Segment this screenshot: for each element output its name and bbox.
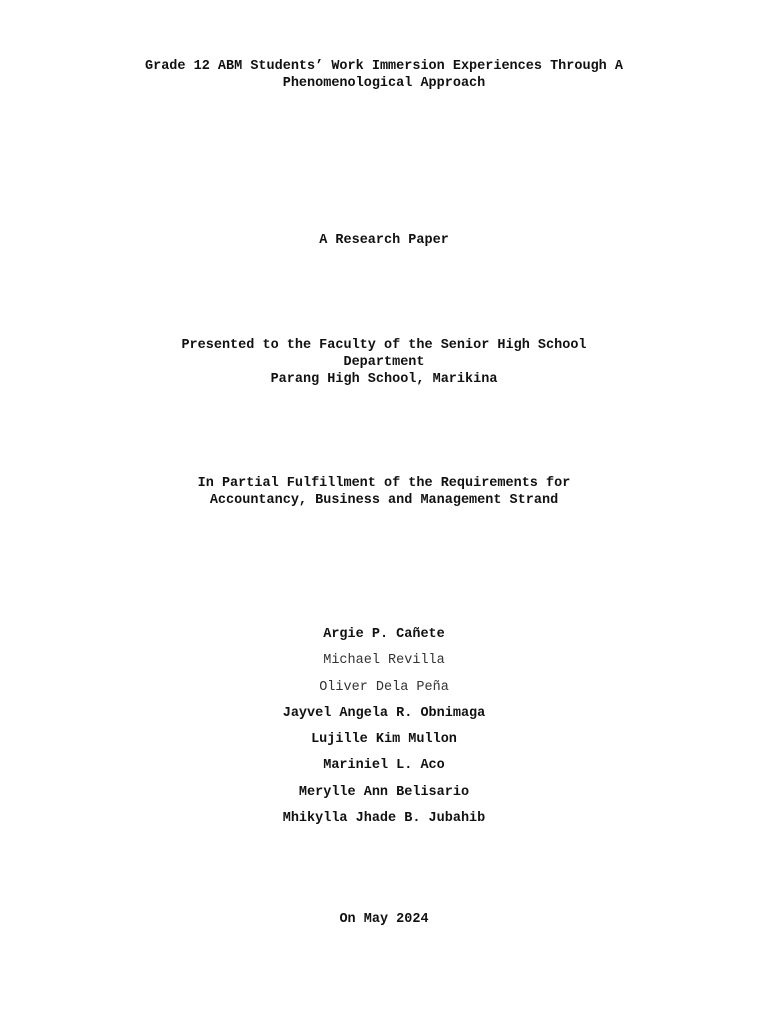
author-name: Merylle Ann Belisario xyxy=(298,784,470,800)
presented-to xyxy=(0,337,768,388)
presented-to-line-3: Parang High School, Marikina xyxy=(270,372,498,387)
paper-subtitle xyxy=(0,232,768,249)
paper-subtitle-text: A Research Paper xyxy=(319,233,449,248)
author-name: Argie P. Cañete xyxy=(323,627,445,642)
paper-title-line-2: Phenomenological Approach xyxy=(282,76,486,91)
fulfillment-statement xyxy=(0,475,768,509)
presented-to-line-2: Department xyxy=(343,355,425,370)
presented-to-line-1: Presented to the Faculty of the Senior High School xyxy=(181,338,587,353)
author-list xyxy=(0,622,768,832)
submission-date xyxy=(0,911,768,928)
author-name: Oliver Dela Peña xyxy=(319,679,449,695)
author-name: Jayvel Angela R. Obnimaga xyxy=(282,705,486,721)
submission-date-text: On May 2024 xyxy=(339,912,429,927)
author-name: Mhikylla Jhade B. Jubahib xyxy=(282,811,486,827)
paper-title xyxy=(0,58,768,92)
author-name: Lujille Kim Mullon xyxy=(311,732,457,748)
paper-title-line-1: Grade 12 ABM Students’ Work Immersion Experiences Through A xyxy=(145,59,623,74)
fulfillment-line-1: In Partial Fulfillment of the Requirements for xyxy=(197,476,571,491)
author-name: Michael Revilla xyxy=(323,653,445,669)
author-name: Mariniel L. Aco xyxy=(323,758,445,774)
fulfillment-line-2: Accountancy, Business and Management Strand xyxy=(209,493,559,508)
